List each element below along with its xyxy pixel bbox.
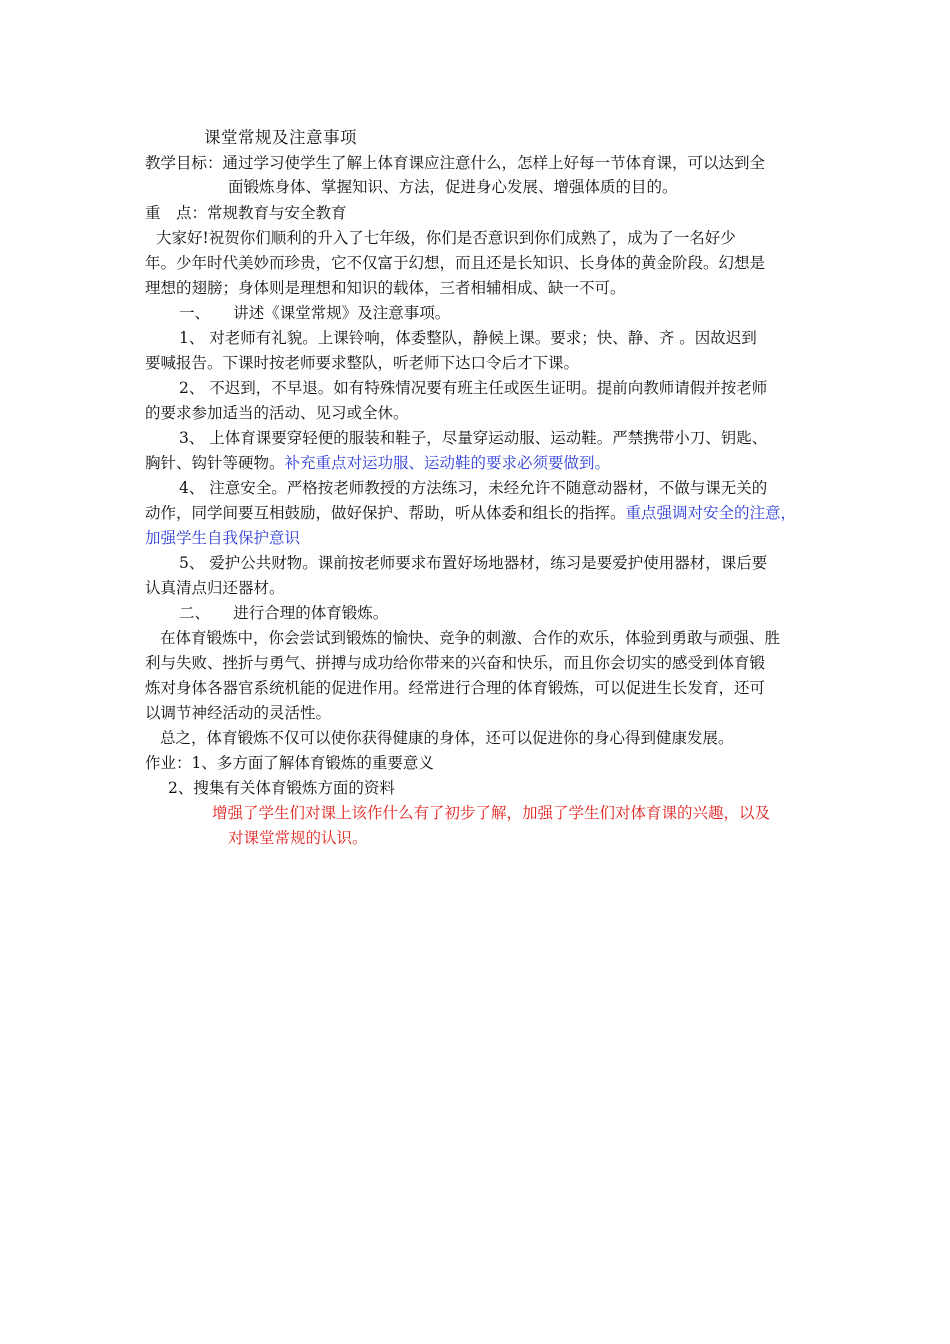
- summary-line: 总之，体育锻炼不仅可以使你获得健康的身体，还可以促进你的身心得到健康发展。: [160, 729, 734, 747]
- item-4-line-2: [145, 503, 796, 523]
- section-2-line-2: 利与失败、挫折与勇气、拼搏与成功给你带来的兴奋和快乐，而且你会切实的感受到体育锻: [145, 654, 766, 672]
- item-5-line-1: 5、 爱护公共财物。课前按老师要求布置好场地器材，练习是要爱护使用器材，课后要: [179, 554, 768, 572]
- item-1-line-1: 1、 对老师有礼貌。上课铃响，体委整队，静候上课。要求；快、静、齐 。因故迟到: [179, 329, 757, 347]
- item-4-line-1: 4、 注意安全。严格按老师教授的方法练习，未经允许不随意动器材，不做与课无关的: [179, 479, 768, 497]
- item-4-note-2: 加强学生自我保护意识: [145, 529, 301, 547]
- section-2-line-4: 以调节神经活动的灵活性。: [145, 704, 332, 722]
- section-1-heading: 一、 讲述《课堂常规》及注意事项。: [179, 304, 451, 322]
- document-title: 课堂常规及注意事项: [204, 128, 357, 147]
- reflection-line-1: 增强了学生们对课上该作什么有了初步了解，加强了学生们对体育课的兴趣，以及: [212, 804, 771, 822]
- homework-line-1: 作业：1、多方面了解体育锻炼的重要意义: [145, 754, 434, 772]
- section-2-line-1: 在体育锻炼中，你会尝试到锻炼的愉快、竞争的刺激、合作的欢乐，体验到勇敢与顽强、胜: [160, 629, 781, 647]
- item-4-note-1: 重点强调对安全的注意，: [625, 504, 797, 522]
- item-4-text: 动作，同学间要互相鼓励，做好保护、帮助，听从体委和组长的指挥。: [145, 504, 626, 522]
- item-2-line-2: 的要求参加适当的活动、见习或全休。: [145, 404, 409, 422]
- intro-line-2: 年。少年时代美妙而珍贵，它不仅富于幻想，而且还是长知识、长身体的黄金阶段。幻想是: [145, 254, 766, 272]
- keypoint-line: 重 点：常规教育与安全教育: [145, 204, 347, 222]
- item-3-line-1: 3、 上体育课要穿轻便的服装和鞋子，尽量穿运动服、运动鞋。严禁携带小刀、钥匙、: [179, 429, 768, 447]
- item-5-line-2: 认真清点归还器材。: [145, 579, 285, 597]
- section-2-heading: 二、 进行合理的体育锻炼。: [179, 604, 389, 622]
- item-2-line-1: 2、 不迟到，不早退。如有特殊情况要有班主任或医生证明。提前向教师请假并按老师: [179, 379, 768, 397]
- intro-line-3: 理想的翅膀；身体则是理想和知识的载体，三者相辅相成、缺一不可。: [145, 279, 626, 297]
- intro-line-1: 大家好!祝贺你们顺利的升入了七年级，你们是否意识到你们成熟了，成为了一名好少: [156, 229, 736, 247]
- item-3-note: 补充重点对运功服、运动鞋的要求必须要做到。: [284, 454, 611, 472]
- homework-line-2: 2、搜集有关体育锻炼方面的资料: [168, 779, 395, 797]
- section-2-line-3: 炼对身体各器官系统机能的促进作用。经常进行合理的体育锻炼，可以促进生长发育，还可: [145, 679, 766, 697]
- item-3-line-2: [145, 453, 610, 473]
- item-3-text: 胸针、钩针等硬物。: [145, 454, 285, 472]
- objective-line-1: 教学目标：通过学习使学生了解上体育课应注意什么，怎样上好每一节体育课，可以达到全: [145, 154, 766, 172]
- item-1-line-2: 要喊报告。下课时按老师要求整队，听老师下达口令后才下课。: [145, 354, 580, 372]
- objective-line-2: 面锻炼身体、掌握知识、方法，促进身心发展、增强体质的目的。: [228, 178, 678, 196]
- reflection-line-2: 对课堂常规的认识。: [228, 829, 368, 847]
